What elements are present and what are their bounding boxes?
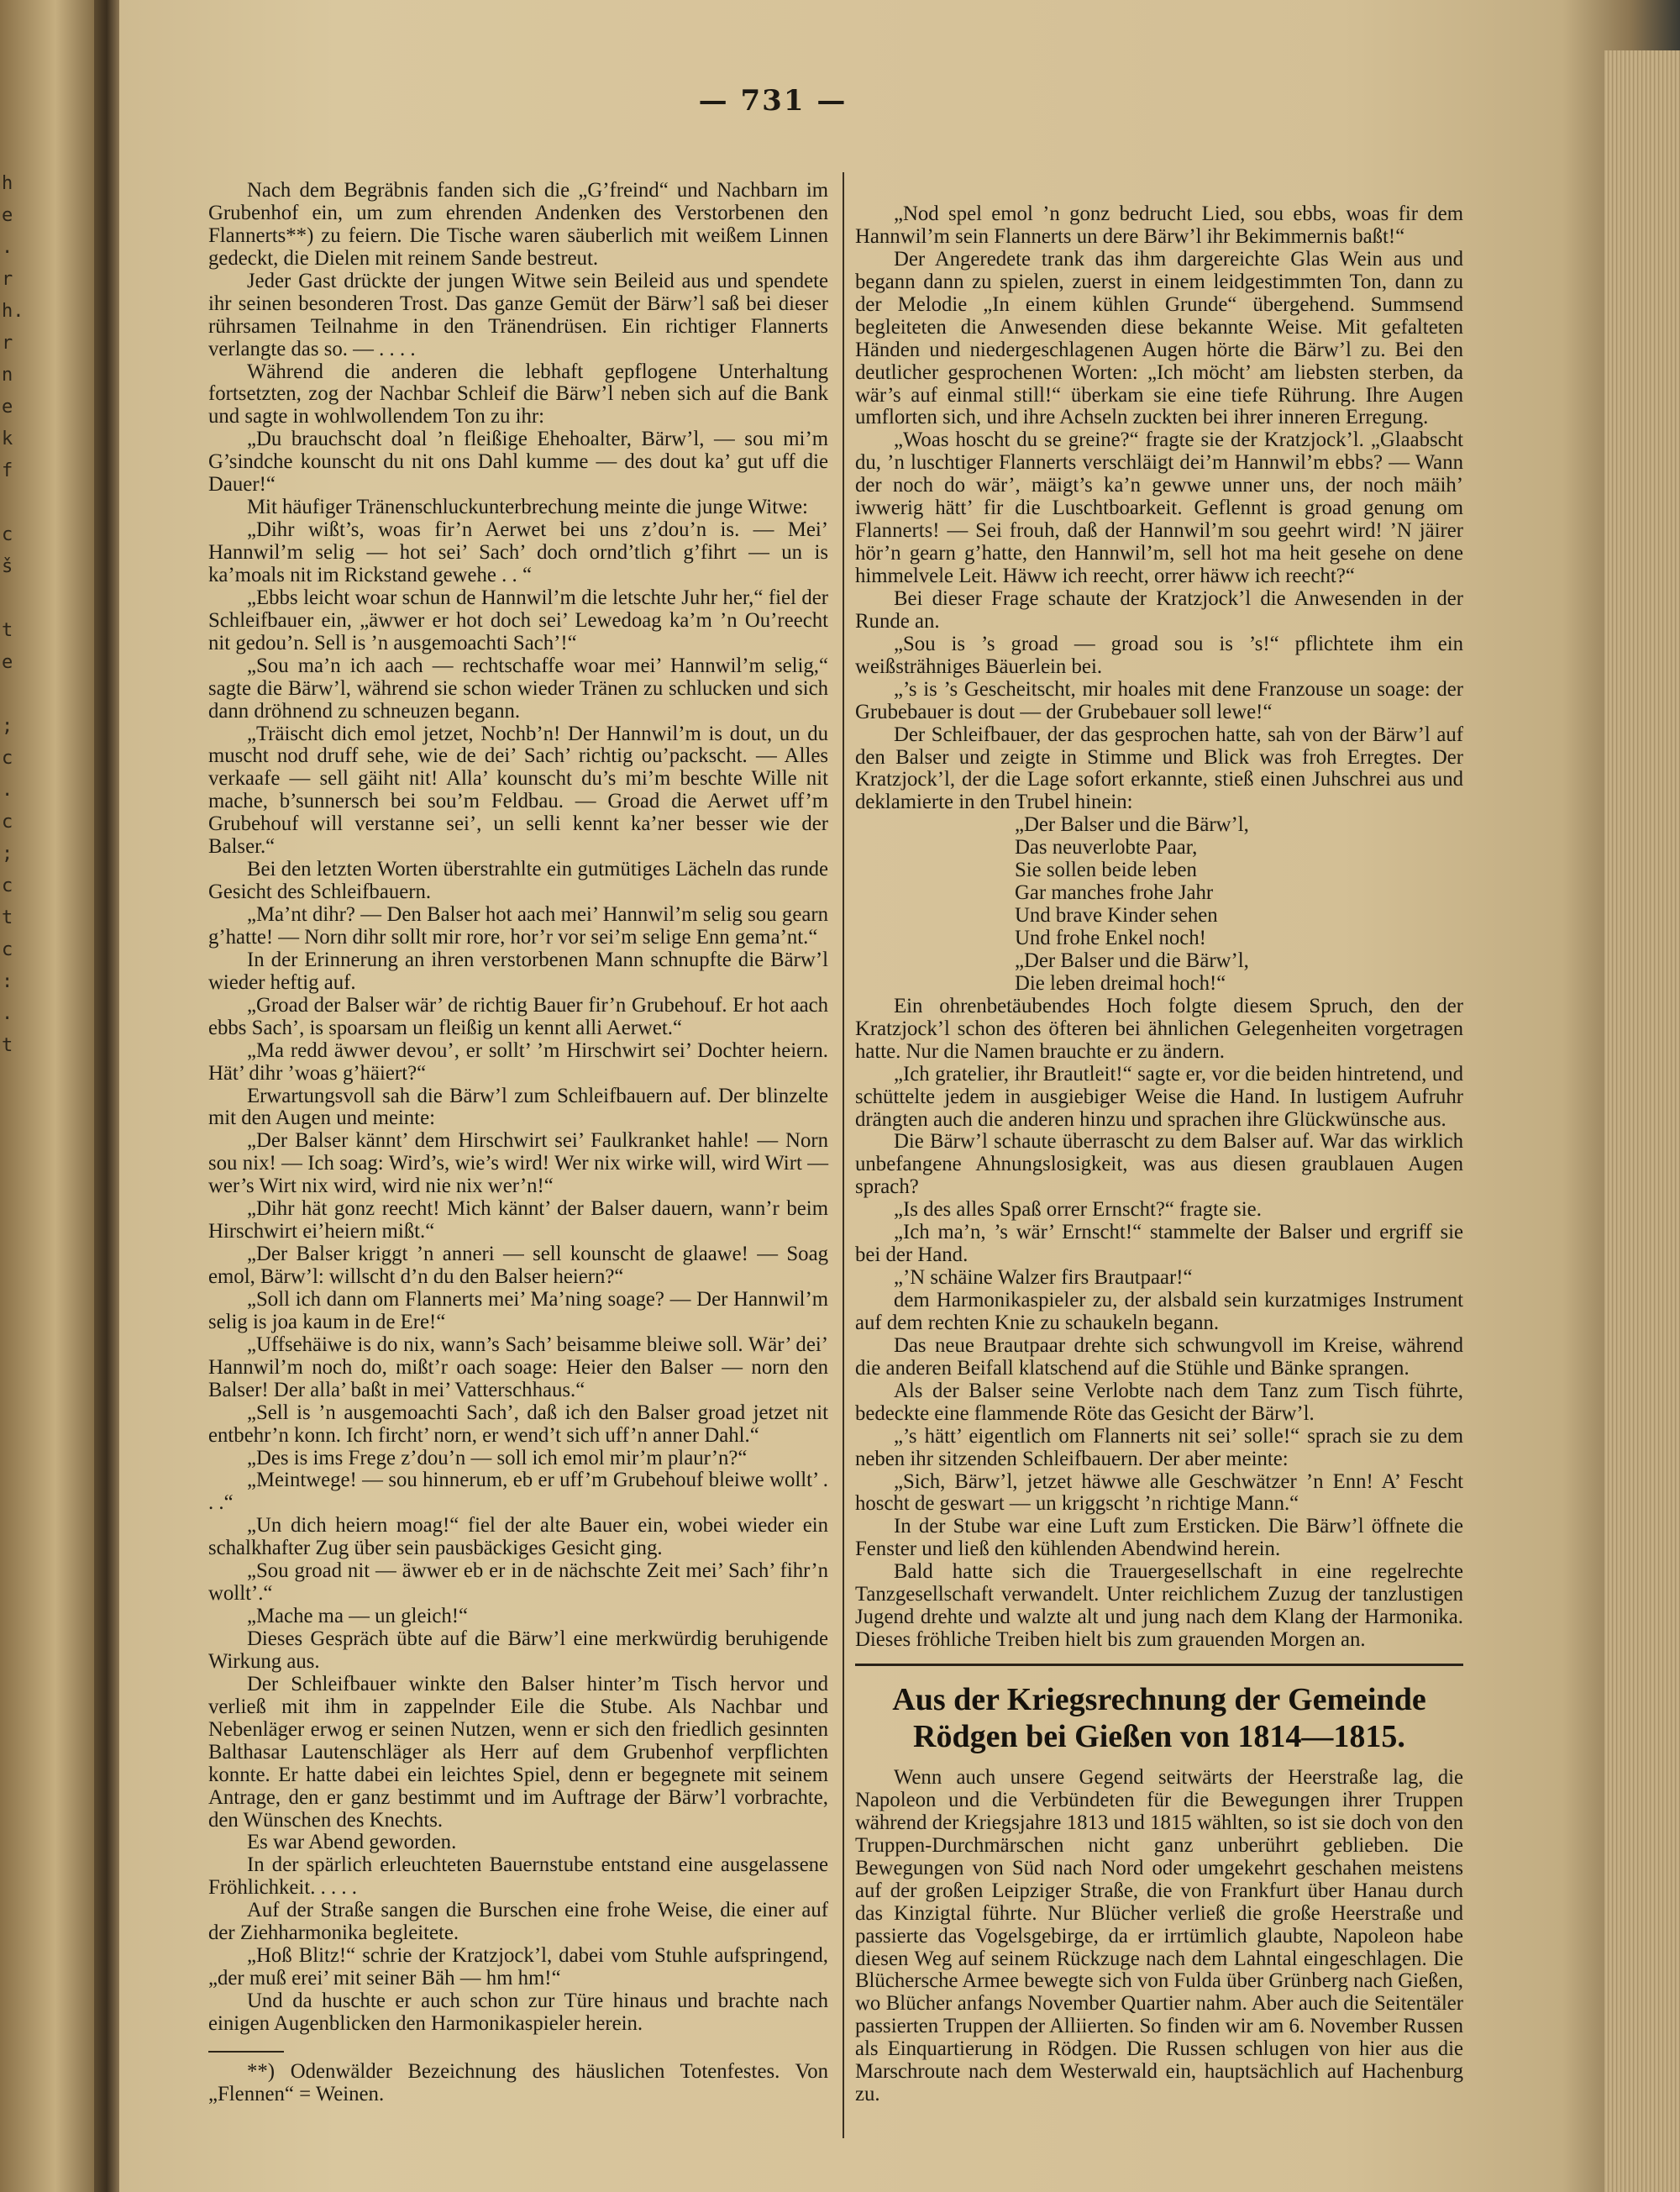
paragraph: „Hoß Blitz!“ schrie der Kratzjock’l, dabei vom Stuhle aufspringend, „der muß erei’ mit seiner Bäh — hm hm!“ (208, 1944, 828, 1990)
poem-line: Die leben dreimal hoch!“ (1015, 971, 1226, 995)
paragraph: „Der Balser kriggt ’n anneri — sell kounscht de glaawe! — Soag emol, Bärw’l: willscht d’n du den Balser heiern?“ (208, 1243, 828, 1288)
paragraph: dem Harmonikaspieler zu, der alsbald sein kurzatmiges Instrument auf dem rechten Knie zu schaukeln begann. (855, 1289, 1463, 1334)
poem-line: Sie sollen beide leben (1015, 859, 1197, 882)
paragraph: Auf der Straße sangen die Burschen eine frohe Weise, die einer auf der Ziehharmonika begleitete. (208, 1899, 828, 1945)
paragraph: „Der Balser kännt’ dem Hirschwirt sei’ Faulkranket hahle! — Norn sou nix! — Ich soag: Wird’s, wie’s wird! Wer nix wirke will, wird Wirt — wer’s Wirt nix wird, wird nie nix wer’n!“ (208, 1129, 828, 1198)
paragraph: „Is des alles Spaß orrer Ernscht?“ fragte sie. (894, 1198, 1262, 1222)
paragraph: „Träischt dich emol jetzet, Nochb’n! Der Hannwil’m is dout, un du muscht nod druff sehe, wie de dei’ Sach’ richtig ou’packscht. — Alles verkaafe — sell gäiht nit! Alla’ kounscht du’s mi’m beschte Wille nit mache, b’sunnersch bei sou’m Feldbau. — Groad die Aerwet uff’m Grubehouf will verstanne sei’, un selli kennt ka’ner besser wie der Balser.“ (208, 722, 828, 859)
right-page-stack (1604, 50, 1680, 2192)
paragraph: „Ebbs leicht woar schun de Hannwil’m die letschte Juhr her,“ fiel der Schleifbauer ein, „äwwer er hot doch sei’ Lewedoag ka’m ’n Ou’reecht nit gedou’n. Sell is ’n ausgemoachti Sach’!“ (208, 586, 828, 654)
paragraph: Der Schleifbauer, der das gesprochen hatte, sah von der Bärw’l auf den Balser und zeigte in Stimme und Blick was froh Erregtes. Der Kratzjock’l, der die Lage sofort erkannte, stieß einen Juhschrei aus und deklamierte in den Trubel hinein: (855, 723, 1463, 814)
paragraph: „Soll ich dann om Flannerts mei’ Ma’ning soage? — Der Hannwil’m selig is joa kaum in de Ere!“ (208, 1287, 828, 1333)
paragraph: In der Erinnerung an ihren verstorbenen Mann schnupfte die Bärw’l wieder heftig auf. (208, 948, 828, 994)
paragraph: Der Schleifbauer winkte den Balser hinter’m Tisch hervor und verließ mit ihm in zappelnder Eile die Stube. Als Nachbar und Nebenläger erwog er seinen Nutzen, wenn er sich den friedlich gesinnten Balthasar Lautenschläger als Herr auf dem Grubenhof verpflichten konnte. Er hatte dabei ein leichtes Spiel, denn er begegnete mit seinem Antrage, den er ganz bestimmt und im Auftrage der Bärw’l vorbrachte, den Wünschen des Knechts. (208, 1672, 828, 1832)
paragraph: Mit häufiger Tränenschluckunterbrechung meinte die junge Witwe: (247, 496, 808, 519)
page-number: — 731 — (698, 84, 848, 118)
paragraph: Wenn auch unsere Gegend seitwärts der Heerstraße lag, die Napoleon und die Verbündeten für die Bewegungen ihrer Truppen während der Kriegsjahre 1813 und 1815 wählten, so ist sie doch von den Truppen-Durchmärschen nicht ganz unberührt geblieben. Die Bewegungen von Süd nach Nord oder umgekehrt geschahen meistens auf der großen Leipziger Straße, die von Frankfurt über Hanau durch das Kinzigtal führte. Nur Blücher verließ die große Heerstraße und passierte das Vogelsgebirge, da er irrtümlich glaubte, Napoleon habe diesen Weg auf seinem Rückzuge nach dem Lahntal eingeschlagen. Die Blüchersche Armee bewegte sich von Fulda über Grünberg nach Gießen, wo Blücher anfangs November Quartier nahm. Aber auch die Seitentäler passierten Truppen der Alliierten. So finden wir am 6. November Russen als Einquartierung in Rödgen. Die Russen schlugen von hier aus die Marschroute nach dem Westerwald ein, hauptsächlich auf Hachenburg zu. (855, 1766, 1463, 2106)
paragraph: „’s is ’s Gescheitscht, mir hoales mit dene Franzouse un soage: der Grubebauer is dout — der Grubebauer soll lewe!“ (855, 677, 1463, 723)
paragraph: „Sou groad nit — äwwer eb er in de nächschte Zeit mei’ Sach’ fihr’n wollt’.“ (208, 1559, 828, 1606)
paragraph: „Mache ma — un gleich!“ (247, 1605, 469, 1628)
paragraph: Als der Balser seine Verlobte nach dem Tanz zum Tisch führte, bedeckte eine flammende Röte das Gesicht der Bärw’l. (855, 1379, 1463, 1425)
paragraph: Und da huschte er auch schon zur Türe hinaus und brachte nach einigen Augenblicken den Harmonikaspieler herein. (208, 1990, 828, 2035)
paragraph: Während die anderen die lebhaft gepflogene Unterhaltung fortsetzten, zog der Nachbar Schleif die Bärw’l neben sich auf die Bank und sagte in wohlwollendem Ton zu ihr: (208, 360, 828, 428)
paragraph: Dieses Gespräch übte auf die Bärw’l eine merkwürdig beruhigende Wirkung aus. (208, 1627, 828, 1673)
paragraph: „Ich gratelier, ihr Brautleit!“ sagte er, vor die beiden hintretend, und schüttelte jedem in ausgiebiger Weise die Hand. In lustigem Aufruhr drängten auch die anderen hinzu und sprachen ihre Glückwünsche aus. (855, 1062, 1463, 1131)
paragraph: „Un dich heiern moag!“ fiel der alte Bauer ein, wobei wieder ein schalkhafter Zug über sein pausbäckiges Gesicht ging. (208, 1514, 828, 1560)
poem-line: „Der Balser und die Bärw’l, (1015, 813, 1249, 837)
right-column-paragraphs-before-poem (855, 203, 1463, 814)
paragraph: „Uffsehäiwe is do nix, wann’s Sach’ beisamme bleiwe soll. Wär’ dei’ Hannwil’m noch do, mißt’r oach soage: Heier den Balser — norn den Balser! Der alla’ baßt in mei’ Vatterschhaus.“ (208, 1333, 828, 1401)
paragraph: Das neue Brautpaar drehte sich schwungvoll im Kreise, während die anderen Beifall klatschend auf die Stühle und Bänke sprangen. (855, 1333, 1463, 1380)
paragraph: Ein ohrenbetäubendes Hoch folgte diesem Spruch, den der Kratzjock’l schon des öfteren bei ähnlichen Gelegenheiten vorgetragen hatte. Nur die Namen brauchte er zu ändern. (855, 994, 1463, 1063)
article-paragraphs (855, 1767, 1463, 2106)
paragraph: „Ma’nt dihr? — Den Balser hot aach mei’ Hannwil’m selig sou gearn g’hatte! — Norn dihr sollt mir rore, hor’r vor sei’m selige Enn gema’nt.“ (208, 903, 828, 949)
article-title: Aus der Kriegsrechnung der Gemeinde Rödgen bei Gießen von 1814—1815. (892, 1682, 1426, 1754)
poem-line: Und brave Kinder sehen (1015, 904, 1218, 928)
paragraph: Es war Abend geworden. (247, 1831, 457, 1854)
paragraph: In der Stube war eine Luft zum Ersticken. Die Bärw’l öffnete die Fenster und ließ den kühlenden Abendwind herein. (855, 1515, 1463, 1561)
left-column (208, 180, 828, 2106)
paragraph: „Meintwege! — sou hinnerum, eb er uff’m Grubehouf bleiwe wollt’ . . .“ (208, 1469, 828, 1515)
poem-line: „Der Balser und die Bärw’l, (1015, 949, 1249, 972)
poem-line: Und frohe Enkel noch! (1015, 927, 1206, 949)
poem-line: Gar manches frohe Jahr (1015, 881, 1214, 905)
paragraph: Der Angeredete trank das ihm dargereichte Glas Wein aus und begann dann zu spielen, zuerst in einem leidgestimmten Ton, dann zu der Melodie „In einem kühlen Grunde“ übergehend. Summsend begleiteten die Anwesenden diese bekannte Weise. Mit gefalteten Händen und niedergeschlagenen Augen hörte die Bärw’l zu. Bei den deutlicher gesprochenen Worten: „Ich möcht’ am liebsten sterben, da wär’s auf einmal still!“ überkam sie eine tiefe Rührung. Ihre Augen umflorten sich, und ihre Achseln zuckten bei ihrer inneren Erregung. (855, 247, 1463, 429)
footnote: **) Odenwälder Bezeichnung des häuslichen Totenfestes. Von „Flennen“ = Weinen. (208, 2059, 828, 2105)
paragraph: „Ma redd äwwer devou’, er sollt’ ’m Hirschwirt sei’ Dochter heiern. Hät’ dihr ’woas g’häiert?“ (208, 1038, 828, 1085)
poem-line: Das neuverlobte Paar, (1015, 836, 1198, 859)
paragraph: „Groad der Balser wär’ de richtig Bauer fir’n Grubehouf. Er hot aach ebbs Sach’, is spoarsam un fleißig un kennt alli Aerwet.“ (208, 993, 828, 1039)
footnote-rule (208, 2051, 284, 2053)
paragraph: „Sell is ’n ausgemoachti Sach’, daß ich den Balser groad jetzet nit entbehr’n konn. Ich fircht’ norn, er wend’t sich uff’n anner Dahl.“ (208, 1401, 828, 1447)
paragraph: „’s hätt’ eigentlich om Flannerts nit sei’ solle!“ sprach sie zu dem neben ihr sitzenden Schleifbauern. Der aber meinte: (855, 1424, 1463, 1470)
book-gutter (94, 0, 119, 2192)
section-rule (855, 1664, 1463, 1666)
paragraph: Nach dem Begräbnis fanden sich die „G’freind“ und Nachbarn im Grubenhof ein, um zum ehrenden Andenken des Verstorbenen den Flannerts**) zu feiern. Die Tische waren säuberlich mit weißem Linnen gedeckt, die Dielen mit reinem Sande bestreut. (208, 179, 828, 270)
paragraph: „Des is ims Frege z’dou’n — soll ich emol mir’m plaur’n?“ (247, 1446, 748, 1469)
paragraph: Bei dieser Frage schaute der Kratzjock’l die Anwesenden in der Runde an. (855, 586, 1463, 633)
paragraph: „’N schäine Walzer firs Brautpaar!“ (894, 1266, 1193, 1290)
left-margin-fragments: h e . r h. r n e k f c š t e ; c . c ; c t c : . t (2, 173, 24, 1056)
poem (1015, 814, 1463, 996)
paragraph: „Ich ma’n, ’s wär’ Ernscht!“ stammelte der Balser und ergriff sie bei der Hand. (855, 1221, 1463, 1267)
column-divider (843, 172, 844, 2138)
paragraph: Bald hatte sich die Trauergesellschaft in eine regelrechte Tanzgesellschaft verwandelt. Unter reichlichem Zuzug der tanzlustigen Jugend drehte und walzte alt und jung nach dem Klang der Harmonika. Dieses fröhliche Treiben hielt bis zum grauenden Morgen an. (855, 1560, 1463, 1652)
paragraph: Bei den letzten Worten überstrahlte ein gutmütiges Lächeln das runde Gesicht des Schleifbauern. (208, 858, 828, 904)
paragraph: In der spärlich erleuchteten Bauernstube entstand eine ausgelassene Fröhlichkeit. . . . . (208, 1853, 828, 1900)
paragraph: „Sou ma’n ich aach — rechtschaffe woar mei’ Hannwil’m selig,“ sagte die Bärw’l, während sie schon wieder Tränen zu schlucken und sich dann dröhnend zu schneuzen begann. (208, 654, 828, 723)
paragraph: „Woas hoscht du se greine?“ fragte sie der Kratzjock’l. „Glaabscht du, ’n luschtiger Flannerts verschläigt dei’m Hannwil’m ebbs? — Wann der noch do wär’, mäigt’s ka’n gewwe unner uns, der noch mäih’ iwwerig hätt’ fir die Luschtboarkeit. Geflennt is groad genung om Flannerts! — Sei frouh, daß der Hannwil’m sou geehrt wird! ’N jäirer hör’n gearn g’hatte, den Hannwil’m, sell hot ma heit gesehe on dene himmelvele Leit. Häww ich reecht, orrer häww ich reecht?“ (855, 428, 1463, 587)
paragraph: Erwartungsvoll sah die Bärw’l zum Schleifbauern auf. Der blinzelte mit den Augen und meinte: (208, 1084, 828, 1130)
paragraph: „Sich, Bärw’l, jetzet häwwe alle Geschwätzer ’n Enn! A’ Fescht hoscht de geswart — un kriggscht ’n richtige Mann.“ (855, 1469, 1463, 1516)
right-column (855, 203, 1463, 2106)
left-column-paragraphs (208, 180, 828, 2036)
paragraph: „Nod spel emol ’n gonz bedrucht Lied, sou ebbs, woas fir dem Hannwil’m sein Flannerts un dere Bärw’l ihr Bekimmernis baßt!“ (855, 202, 1463, 248)
paragraph: „Sou is ’s groad — groad sou is ’s!“ pflichtete ihm ein weißsträhniges Bäuerlein bei. (855, 632, 1463, 678)
right-column-paragraphs-after-poem (855, 996, 1463, 1652)
paragraph: „Dihr wißt’s, woas fir’n Aerwet bei uns z’dou’n is. — Mei’ Hannwil’m selig — hot sei’ Sach’ doch ornd’tlich g’fihrt — un is ka’moals nit im Rickstand gewehe . . “ (208, 518, 828, 586)
paragraph: Jeder Gast drückte der jungen Witwe sein Beileid aus und spendete ihr seinen besonderen Trost. Das ganze Gemüt der Bärw’l saß bei dieser rührsamen Teilnahme in den Tränendrüsen. Ein richtiger Flannerts verlangte das so. — . . . . (208, 269, 828, 360)
paragraph: „Dihr hät gonz reecht! Mich kännt’ der Balser dauern, wann’r beim Hirschwirt ei’heiern mißt.“ (208, 1197, 828, 1243)
paragraph: „Du brauchscht doal ’n fleißige Ehehoalter, Bärw’l, — sou mi’m G’sindche kounscht du nit ons Dahl kumme — des dout ka’ gut uff die Dauer!“ (208, 428, 828, 497)
paragraph: Die Bärw’l schaute überrascht zu dem Balser auf. War das wirklich unbefangene Ahnungslosigkeit, was aus diesen graublauen Augen sprach? (855, 1130, 1463, 1199)
